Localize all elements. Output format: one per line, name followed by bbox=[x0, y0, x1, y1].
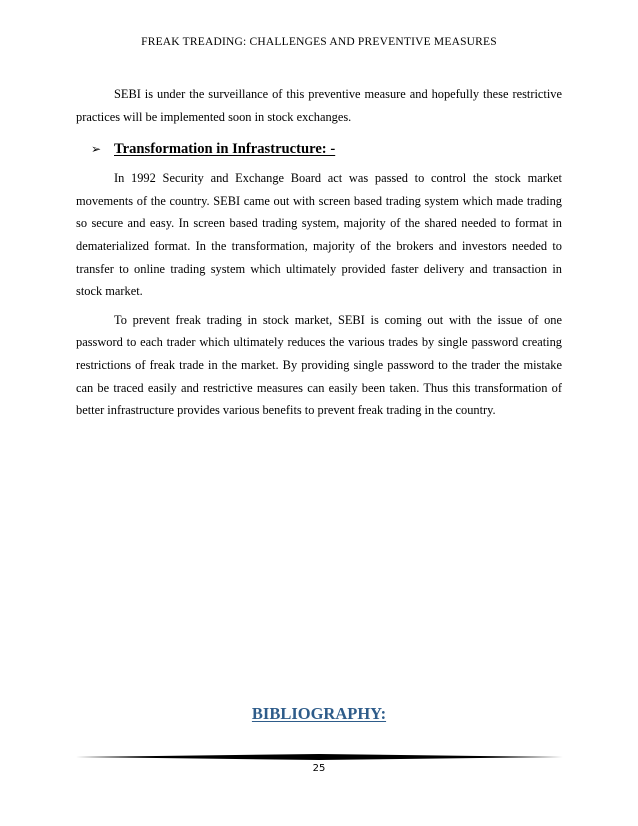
bibliography-heading: BIBLIOGRAPHY: bbox=[251, 704, 387, 723]
body-paragraph: To prevent freak trading in stock market, SEBI is coming out with the issue of one password to each trader which ultimately reduces the various trades by single password creating restrictions of freak trade in the market. By providing single password to the trader the mistake can be traced easily and restrictive measures can easily been taken. Thus this transformation of better infrastructure provides various benefits to prevent freak trading in the country. bbox=[76, 312, 562, 418]
intro-paragraph: SEBI is under the surveillance of this preventive measure and hopefully these restrictive practices will be implemented soon in stock exchanges. bbox=[76, 87, 562, 124]
footer-divider bbox=[76, 754, 563, 760]
section-heading-row bbox=[76, 136, 562, 162]
page-body bbox=[76, 83, 562, 422]
page-number: 25 bbox=[312, 763, 326, 774]
arrow-bullet-icon: ➢ bbox=[91, 142, 102, 157]
section-heading: Transformation in Infrastructure: - bbox=[114, 140, 336, 157]
body-paragraph: In 1992 Security and Exchange Board act was passed to control the stock market movements of the country. SEBI came out with screen based trading system which made trading so secure and easy. In screen based trading system, majority of the shared needed to format in dematerialized format. In the transformation, majority of the brokers and investors needed to transfer to online trading system which ultimately provided faster delivery and transaction in stock market. bbox=[76, 171, 562, 299]
running-header: FREAK TREADING: CHALLENGES AND PREVENTIVE MEASURES bbox=[141, 36, 497, 48]
